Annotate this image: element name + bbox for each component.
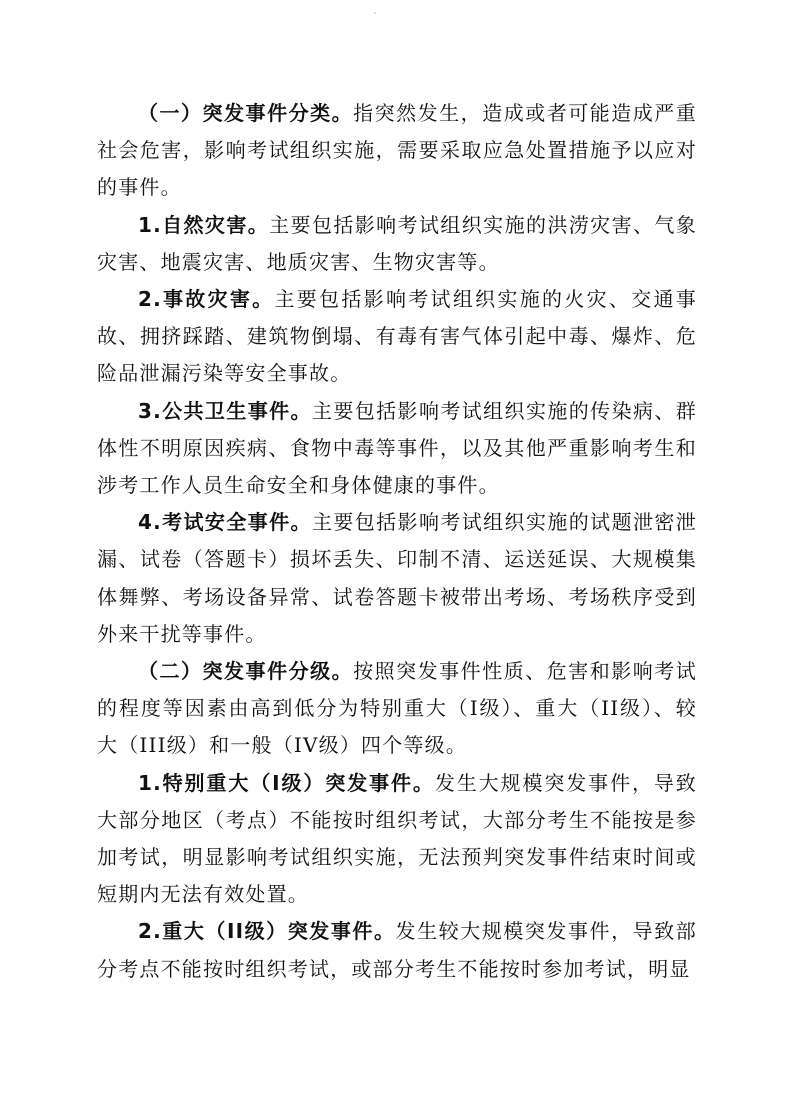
paragraph-body: 主要包括影响考试组织实施的洪涝灾害、气象灾害、地震灾害、地质灾害、生物灾害等。: [97, 212, 697, 274]
paragraph-level-1: [97, 765, 697, 914]
scan-artifact-dot: [374, 12, 376, 14]
paragraph-body: 主要包括影响考试组织实施的火灾、交通事故、拥挤踩踏、建筑物倒塌、有毒有害气体引起中毒、爆炸、危险品泄漏污染等安全事故。: [97, 287, 697, 386]
paragraph-heading: 2.事故灾害。: [138, 287, 275, 312]
paragraph-heading: 2.重大（II级）突发事件。: [138, 919, 396, 944]
paragraph-body: 按照突发事件性质、危害和影响考试的程度等因素由高到低分为特别重大（I级）、重大（II级）、较大（III级）和一般（IV级）四个等级。: [97, 659, 698, 758]
paragraph-heading: 4.考试安全事件。: [138, 510, 312, 535]
document-page: [97, 95, 697, 988]
paragraph-heading: （二）突发事件分级。: [138, 659, 354, 684]
paragraph-exam-security: [97, 504, 697, 653]
paragraph-body: 主要包括影响考试组织实施的试题泄密泄漏、试卷（答题卡）损坏丢失、印制不清、运送延误、大规模集体舞弊、考场设备异常、试卷答题卡被带出考场、考场秩序受到外来干扰等事件。: [97, 510, 697, 646]
paragraph-public-health: [97, 393, 697, 505]
paragraph-heading: 1.自然灾害。: [138, 212, 270, 237]
paragraph-level-2: [97, 913, 697, 987]
paragraph-heading: 3.公共卫生事件。: [138, 398, 312, 423]
paragraph-body: 主要包括影响考试组织实施的传染病、群体性不明原因疾病、食物中毒等事件，以及其他严重影响考生和涉考工作人员生命安全和身体健康的事件。: [97, 398, 697, 498]
paragraph-natural-disaster: [97, 207, 697, 281]
paragraph-event-classification: [97, 95, 697, 207]
paragraph-body: 发生较大规模突发事件，导致部分考点不能按时组织考试，或部分考生不能按时参加考试，明显: [97, 919, 697, 981]
paragraph-body: 发生大规模突发事件，导致大部分地区（考点）不能按时组织考试，大部分考生不能按是参加考试，明显影响考试组织实施，无法预判突发事件结束时间或短期内无法有效处置。: [97, 770, 697, 907]
paragraph-heading: 1.特别重大（I级）突发事件。: [138, 770, 435, 795]
paragraph-body: 指突然发生，造成或者可能造成严重社会危害，影响考试组织实施，需要采取应急处置措施予以应对的事件。: [97, 101, 698, 200]
paragraph-event-grading: [97, 653, 697, 765]
paragraph-heading: （一）突发事件分类。: [138, 101, 354, 125]
paragraph-accident-disaster: [97, 281, 697, 393]
